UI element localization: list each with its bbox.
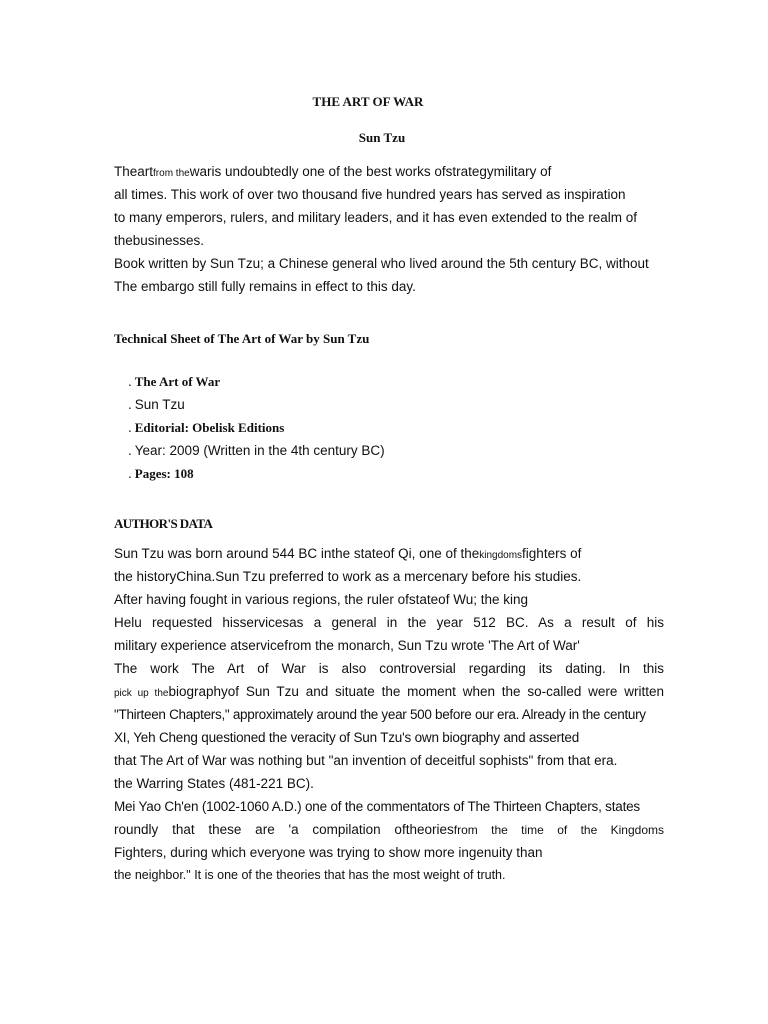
author-line-2: the historyChina.Sun Tzu preferred to work as a mercenary before his studies. [114,569,582,584]
list-item-pages: Pages: 108 [134,466,194,481]
list-item-editorial: Editorial: Obelisk Editions [134,420,285,435]
author-line-1 [114,542,674,565]
intro-text: waris undoubtedly one of the best works ofstrategymilitary of [189,164,552,179]
intro-line-6: The embargo still fully remains in effect to this day. [114,279,416,294]
author-line-14: Fighters, during which everyone was trying to show more ingenuity than [114,845,543,860]
authors-data-heading: AUTHOR'S DATA [114,516,213,531]
list-item [128,370,385,393]
list-item-title: The Art of War [134,374,221,389]
author-line-5: military experience atservicefrom the monarch, Sun Tzu wrote 'The Art of War' [114,638,580,653]
author-small-text: kingdoms [479,550,523,561]
author-line-8: "Thirteen Chapters," approximately around the year 500 before our era. Already in the century [114,707,646,722]
author-text: Sun Tzu was born around 544 BC inthe stateof Qi, one of the [114,546,480,561]
author-line-10: that The Art of War was nothing but "an invention of deceitful sophists" from that era. [114,753,618,768]
authors-data-paragraph [114,542,674,887]
bullet: . [128,397,132,412]
technical-sheet-list [128,370,385,485]
author-line-9: XI, Yeh Cheng questioned the veracity of Sun Tzu's own biography and asserted [114,730,579,745]
document-title: THE ART OF WAR [312,94,424,109]
intro-line-4: thebusinesses. [114,233,205,248]
author-line-12: Mei Yao Ch'en (1002-1060 A.D.) one of the commentators of The Thirteen Chapters, states [114,799,640,814]
bullet: . [128,466,132,481]
technical-sheet-heading: Technical Sheet of The Art of War by Sun Tzu [114,331,370,346]
author-text: biographyof Sun Tzu and situate the moment when the so-called were written [168,684,664,699]
author-line-6: The work The Art of War is also controversial regarding its dating. In this [114,661,664,676]
author-line-4: Helu requested hisservicesas a general in the year 512 BC. As a result of his [114,615,664,630]
document-author: Sun Tzu [358,130,406,145]
bullet: . [128,443,132,458]
author-text: roundly that these are 'a compilation oftheories [114,822,454,837]
author-small-text: from the time of the Kingdoms [453,823,664,837]
intro-line-2: all times. This work of over two thousand five hundred years has served as inspiration [114,187,626,202]
list-item-year: Year: 2009 (Written in the 4th century BC) [134,443,385,458]
intro-line-3: to many emperors, rulers, and military leaders, and it has even extended to the realm of [114,210,638,225]
intro-paragraph [114,160,674,298]
bullet: . [128,420,132,435]
list-item [128,393,385,416]
author-small-text: pick up the [114,688,169,699]
list-item-author: Sun Tzu [134,397,185,412]
intro-line-5: Book written by Sun Tzu; a Chinese general who lived around the 5th century BC, without [114,256,649,271]
list-item [128,439,385,462]
author-line-11: the Warring States (481-221 BC). [114,776,314,791]
author-line-3: After having fought in various regions, the ruler ofstateof Wu; the king [114,592,528,607]
author-line-7 [114,680,664,703]
bullet: . [128,374,132,389]
list-item [128,462,385,485]
author-line-15: the neighbor." It is one of the theories that has the most weight of truth. [114,868,506,882]
author-line-13 [114,818,664,841]
intro-line-1 [114,160,674,183]
author-text: fighters of [522,546,582,561]
intro-text: Theart [114,164,154,179]
intro-small-text: from the [153,168,190,179]
list-item [128,416,385,439]
